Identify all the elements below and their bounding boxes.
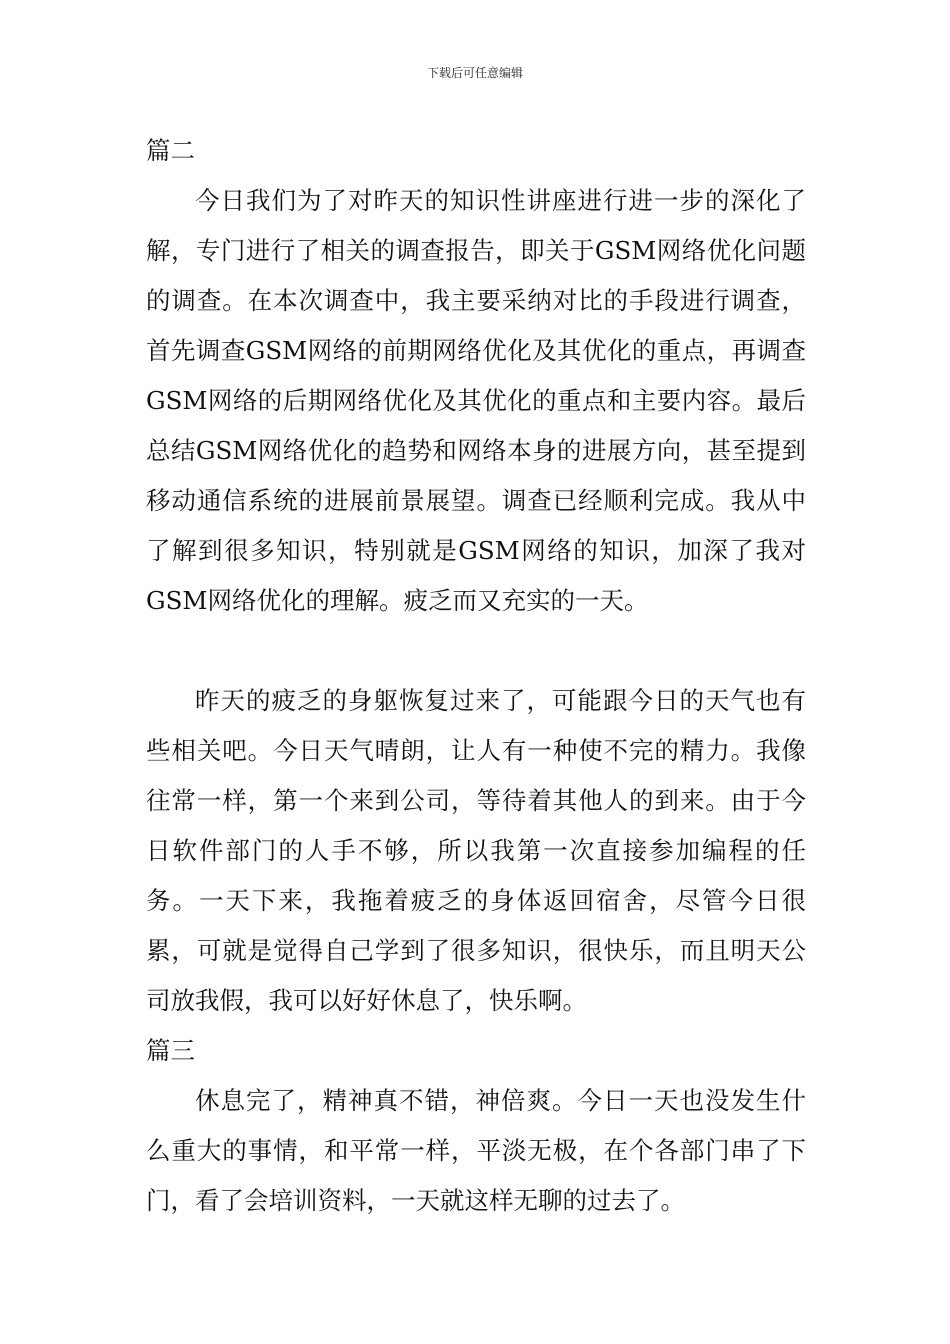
paragraph-gap (146, 626, 806, 676)
paragraph: 昨天的疲乏的身躯恢复过来了，可能跟今日的天气也有些相关吧。今日天气晴朗，让人有一种使不完的精力。我像往常一样，第一个来到公司，等待着其他人的到来。由于今日软件部门的人手不够，所以我第一次直接参加编程的任务。一天下来，我拖着疲乏的身体返回宿舍，尽管今日很累，可就是觉得自己学到了很多知识，很快乐，而且明天公司放我假，我可以好好休息了，快乐啊。 (146, 686, 806, 1015)
document-body (146, 126, 806, 1226)
section-title-2: 篇二 (146, 136, 195, 165)
paragraph: 休息完了，精神真不错，神倍爽。今日一天也没发生什么重大的事情，和平常一样，平淡无极，在个各部门串了下门，看了会培训资料，一天就这样无聊的过去了。 (146, 1086, 806, 1215)
page-header-note: 下载后可任意编辑 (426, 66, 523, 80)
paragraph: 今日我们为了对昨天的知识性讲座进行进一步的深化了解，专门进行了相关的调查报告，即关于GSM网络优化问题的调查。在本次调查中，我主要采纳对比的手段进行调查，首先调查GSM网络的前期网络优化及其优化的重点，再调查GSM网络的后期网络优化及其优化的重点和主要内容。最后总结GSM网络优化的趋势和网络本身的进展方向，甚至提到移动通信系统的进展前景展望。调查已经顺利完成。我从中了解到很多知识，特别就是GSM网络的知识，加深了我对GSM网络优化的理解。疲乏而又充实的一天。 (146, 186, 806, 615)
section-title-3: 篇三 (146, 1036, 195, 1065)
